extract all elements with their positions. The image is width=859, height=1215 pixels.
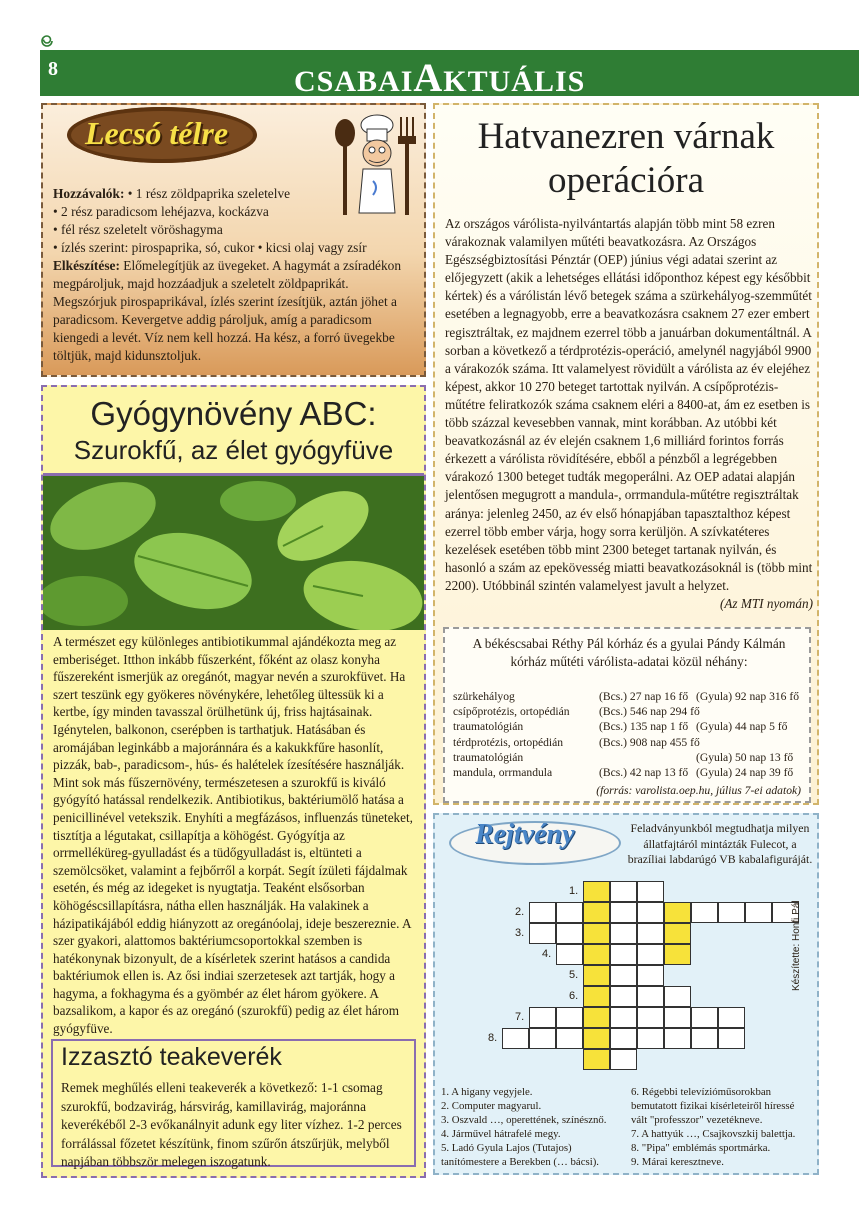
crossword-cell[interactable] — [583, 1028, 610, 1049]
crossword-cell[interactable] — [610, 881, 637, 902]
crossword-cell[interactable] — [637, 1028, 664, 1049]
crossword-cell[interactable] — [502, 1028, 529, 1049]
crossword-cell[interactable] — [610, 1028, 637, 1049]
herb-article-text: A természet egy különleges antibiotikummal ajándékozta meg az emberiséget. Itthon inkább fűszerként, főként az olasz konyha fűszereként ismerjük az oregánót, magyar nevén a szurokfüvet. Ha szert teszünk egy gyökeres növénykére, lehetőleg ültessük ki a kertbe, így minden tavasszal örülhetünk új, friss hajtásainak. Igénytelen, balkonon, cserépben is tarthatjuk. Hatásában és aromájában leginkább a majoránnára és a kakukkfűre hasonlít, pizzák, bab-, paradicsom-, hús- és halételek ízesítésére használják. Mint sok más fűszernövény, természetesen a szurokfű is kiváló gyógyító hatással rendelkezik. Antibiotikus, baktériumölő hatása a penicillinével vetekszik. Enyhíti a megfázásos, influenzás tüneteket, tisztítja a légutakat, csillapítja a köhögést. Gyógyítja az orrmelléküreg-gyulladást és a tüdőgyulladást is, eltünteti a szemölcsöket, valamint a fejbőrről a korpát. Segít ízületi fájdalmak esetén, és még az idegeket is nyugtatja. Teaként elsősorban köhögéscsillapításra, nátha ellen használják. Ha valakinek a házipatikájából eddig hiányzott az oregánóolaj, ideje beszereznie. A szer gyakori, alattomos baktériumcsoportokkal szemben is hatékonynak bizonyult, de a kísérletek szerint hatásos a candida baktériumok ellen is. Az ősi indiai szerzetesek azt tartják, hogy a hagyma, a fokhagyma és a gyömbér az élet három gyökere. A bazsalikom, a kapor és az oregánó (szurokfű) pedig az élet három gyógyfüve. — [53, 634, 413, 1037]
crossword-cell[interactable] — [664, 986, 691, 1007]
clue: 4. Járművel hátrafelé megy. — [441, 1128, 561, 1140]
crossword-cell[interactable] — [583, 944, 610, 965]
crossword-cell[interactable] — [529, 1028, 556, 1049]
row-number: 5. — [569, 969, 579, 981]
herb-article-title: Gyógynövény ABC: — [90, 395, 377, 432]
crossword-cell[interactable] — [583, 881, 610, 902]
crossword-cell[interactable] — [637, 965, 664, 986]
clue: 1. A higany vegyjele. — [441, 1086, 533, 1098]
row-number: 8. — [488, 1032, 498, 1044]
crossword-intro: Feladványunkból megtudhatja milyen állatfajtáról mintázták Fulecot, a brazíliai labdarúgó VB kabalafiguráját. — [627, 821, 813, 866]
crossword-cell[interactable] — [691, 902, 718, 923]
crossword-cell[interactable] — [583, 902, 610, 923]
crossword-cell[interactable] — [637, 881, 664, 902]
crossword-cell[interactable] — [637, 1007, 664, 1028]
clue: 5. Ladó Gyula Lajos (Tutajos) tanítómestere a Berekben (… bácsi). — [441, 1142, 599, 1168]
crossword-cell[interactable] — [529, 923, 556, 944]
crossword-cell[interactable] — [583, 923, 610, 944]
page-number: 8 — [48, 58, 58, 80]
clue: 7. A hattyúk …, Csajkovszkij balettja. — [631, 1128, 796, 1140]
table-row: mandula, orrmandula (Bcs.) 42 nap 13 fő (Gyula) 24 nap 39 fő — [453, 765, 794, 779]
crossword-cell[interactable] — [556, 1028, 583, 1049]
crossword-cell[interactable] — [610, 902, 637, 923]
table-row: térdprotézis, ortopédián (Bcs.) 908 nap 455 fő — [453, 735, 700, 749]
masthead: CSABAIAKTUÁLIS — [294, 55, 586, 100]
crossword-cell[interactable] — [664, 1007, 691, 1028]
crossword-title: Rejtvény — [475, 819, 575, 850]
herb-article-subtitle: Szurokfű, az élet gyógyfüve — [73, 435, 394, 465]
crossword-cell[interactable] — [583, 965, 610, 986]
crossword-cell[interactable] — [637, 986, 664, 1007]
waitlist-source: (forrás: varolista.oep.hu, július 7-ei adatok) — [596, 784, 801, 797]
article-source: (Az MTI nyomán) — [719, 595, 813, 611]
clue: 6. Régebbi televízióműsorokban bemutatott fizikai kísérleteiről híressé vált "professzor" vezetékneve. — [631, 1086, 795, 1126]
surgery-article-title: Hatvanezren várnak operációra — [477, 116, 775, 201]
recipe-text: Hozzávalók: • 1 rész zöldpaprika szeletelve • 2 rész paradicsom lehéjazva, kockázva • fél rész szeletelt vöröshagyma • ízlés szerint: pirospaprika, só, cukor • kicsi olaj vagy zsír Elkészítése: Előmelegítjük az üvegeket. A hagymát a zsíradékon megpároljuk, majd hozzáadjuk a szeletelt zöldpaprikát. Megszórjuk pirospaprikával, ízlés szerint ízesítjük, aztán jöhet a paradicsom. Kevergetve addig pároljuk, amíg a paradicsom kiengedi a levét. Víz nem kell hozzá. Ha kész, a forró üvegekbe töltjük, majd kidunsztoljuk. — [53, 186, 402, 363]
crossword-cell[interactable] — [691, 1028, 718, 1049]
crossword-cell[interactable] — [610, 965, 637, 986]
row-number: 7. — [515, 1011, 525, 1023]
crossword-cell[interactable] — [691, 1007, 718, 1028]
clue: 3. Oszvald …, operettének, színésznő. — [441, 1114, 607, 1126]
clue: 8. "Pipa" emblémás sportmárka. — [631, 1142, 771, 1154]
crossword-cell[interactable] — [718, 902, 745, 923]
row-number: 6. — [569, 990, 579, 1002]
crossword-cell[interactable] — [610, 986, 637, 1007]
crossword-cell[interactable] — [718, 1028, 745, 1049]
crossword-cell[interactable] — [529, 902, 556, 923]
recipe-box — [41, 103, 426, 377]
crossword-cell[interactable] — [556, 923, 583, 944]
crossword-cell[interactable] — [664, 1028, 691, 1049]
crossword-cell[interactable] — [610, 1007, 637, 1028]
swirl-icon — [40, 34, 54, 48]
crossword-box — [433, 813, 819, 1175]
surgery-article-text: Az országos várólista-nyilvántartás alapján több mint 58 ezren várakoznak valamilyen műtéti beavatkozásra. Az Országos Egészségbiztosítási Pénztár (OEP) június végi adatai szerint az előjegyzett (akik a lehetséges ellátási időponthoz képest egy későbbit kértek) és a várólistán lévő betegek száma a szürkehályog-szemműtét esetében a legnagyobb, erre a beavatkozásra csaknem 27 ezer embert regisztráltak, ez majdnem ezerrel több a januárban dokumentáltnál. A sorban a következő a térdprotézis-operáció, amelynél nagyjából 9900 a várakozók száma. Itt valamelyest rövidült a várólista az év elejéhez képest, akkor 10 270 beteget tartottak nyilván. A csípőprotézis-műtétre feliratkozók száma csaknem eléri a 8400-at, ám ez esetben is több százzal kevesebben vannak, mint korábban. Az utóbbi két beavatkozásnál az év elején csaknem 1,6 milliárd forintos forrás érkezett a várólista rövidítésére, ebből a pénzből a legrégebben várakozó 1300 beteget tudták megoperálni. Az OEP adatai alapján jelentősen megugrott a mandula-, orrmandula-műtétre regisztráltak aránya: jelenleg 2450, az év első hónapjában tapasztalthoz képest ezerrel több ember várja, hogy sorra kerüljön. A szívkatéteres kezelések esetében több mint 2300 beteget tartanak nyilván, és hasonló a szám az epekövesség miatti beavatkozásoknál is (több mint 2200). Utóbbinál szintén valamelyest javult a helyzet. (Az MTI nyomán) — [445, 215, 813, 613]
crossword-cell[interactable] — [583, 1007, 610, 1028]
crossword-cell[interactable] — [637, 923, 664, 944]
table-row: szürkehályog (Bcs.) 27 nap 16 fő (Gyula) 92 nap 316 fő — [453, 690, 800, 703]
crossword-cell[interactable] — [718, 1007, 745, 1028]
crossword-cell[interactable] — [745, 902, 772, 923]
surgery-article — [433, 103, 819, 805]
crossword-cell[interactable] — [556, 1007, 583, 1028]
row-number: 1. — [569, 885, 579, 897]
crossword-cell[interactable] — [664, 902, 691, 923]
tea-text: Remek meghűlés elleni teakeverék a következő: 1-1 csomag szurokfű, bodzavirág, hársvirág, kamillavirág, majoránna keverékéből 2-3 evőkanálnyit adunk egy liter vízhez. 1-2 perces forrálással főzetet készítünk, finom szűrőn átszűrjük, melyből napjában többször melegen iszogatunk. — [61, 1080, 402, 1169]
oregano-photo — [43, 476, 424, 630]
table-row: traumatológián (Bcs.) 135 nap 1 fő (Gyula) 44 nap 5 fő — [453, 720, 788, 734]
tea-box — [51, 1039, 416, 1167]
tea-title: Izzasztó teakeverék — [61, 1043, 282, 1071]
table-row: traumatológián (Gyula) 50 nap 13 fő — [453, 750, 794, 764]
waitlist-table — [453, 689, 813, 780]
crossword-credit: Készítette: Honfi Pál — [791, 900, 802, 991]
row-number: 2. — [515, 906, 525, 918]
row-number: 3. — [515, 927, 525, 939]
crossword-cell[interactable] — [610, 944, 637, 965]
clue: 9. Márai keresztneve. — [631, 1156, 724, 1168]
crossword-cell[interactable] — [583, 986, 610, 1007]
crossword-cell[interactable] — [529, 1007, 556, 1028]
crossword-cell[interactable] — [610, 1049, 637, 1070]
crossword-cell[interactable] — [664, 944, 691, 965]
crossword-cell[interactable] — [556, 902, 583, 923]
row-number: 4. — [542, 948, 552, 960]
waitlist-box — [443, 627, 811, 803]
recipe-title: Lecsó télre — [85, 115, 229, 151]
crossword-cell[interactable] — [637, 944, 664, 965]
table-row: csípőprotézis, ortopédián (Bcs.) 546 nap 294 fő — [453, 705, 700, 719]
crossword-cell[interactable] — [583, 1049, 610, 1070]
crossword-cell[interactable] — [664, 923, 691, 944]
crossword-cell[interactable] — [610, 923, 637, 944]
crossword-cell[interactable] — [556, 944, 583, 965]
crossword-cell[interactable] — [637, 902, 664, 923]
clue: 2. Computer magyarul. — [441, 1100, 542, 1112]
waitlist-title: A békéscsabai Réthy Pál kórház és a gyulai Pándy Kálmán kórház műtéti várólista-adatai közül néhány: — [472, 636, 786, 669]
